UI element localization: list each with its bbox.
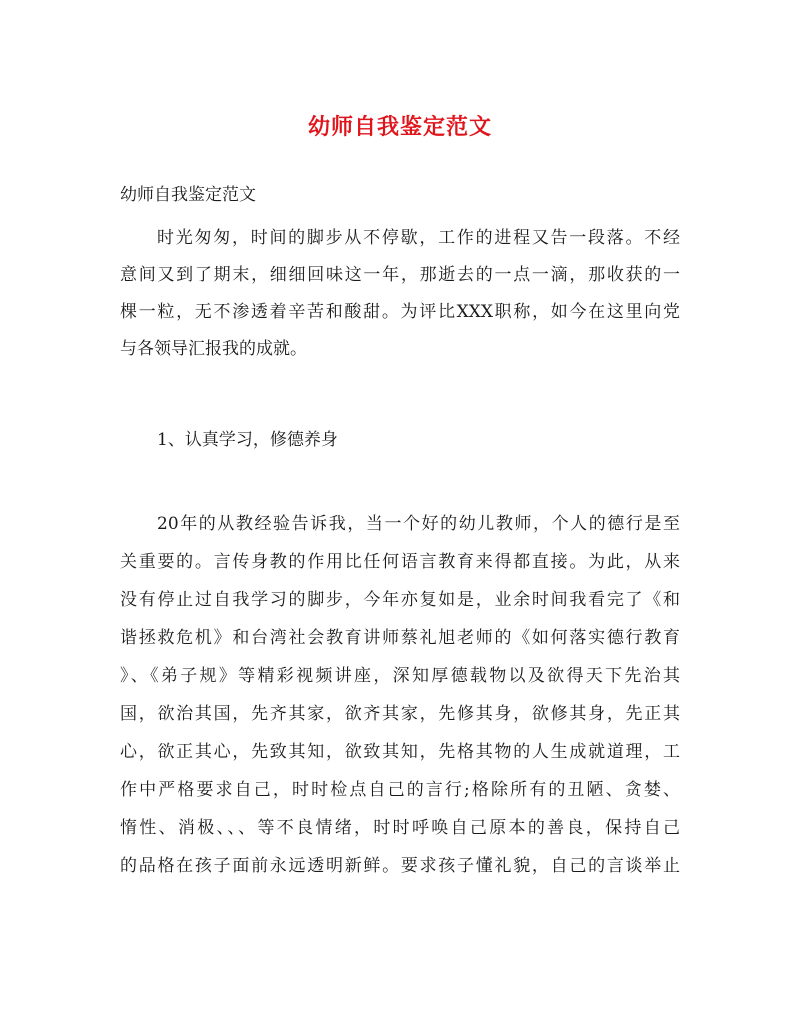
paragraph-line: 国，欲治其国，先齐其家，欲齐其家，先修其身，欲修其身，先正其 [120, 704, 680, 724]
document-title: 幼师自我鉴定范文 [307, 114, 492, 140]
paragraph-line: 与各领导汇报我的成就。 [120, 339, 307, 359]
paragraph-line: 心，欲正其心，先致其知，欲致其知，先格其物的人生成就道理，工 [120, 742, 680, 762]
paragraph-line: 的品格在孩子面前永远透明新鲜。要求孩子懂礼貌，自己的言谈举止 [120, 856, 680, 876]
paragraph-line: 时光匆匆，时间的脚步从不停歇，工作的进程又告一段落。不经 [157, 228, 680, 248]
paragraph-line: 》、《弟子规》等精彩视频讲座，深知厚德载物以及欲得天下先治其 [120, 666, 680, 686]
paragraph-line: 棵一粒，无不渗透着辛苦和酸甜。为评比XXX职称，如今在这里向党 [120, 302, 680, 322]
document-subtitle: 幼师自我鉴定范文 [120, 185, 256, 205]
paragraph-line: 关重要的。言传身教的作用比任何语言教育来得都直接。为此，从来 [120, 552, 680, 572]
paragraph-line: 作中严格要求自己，时时检点自己的言行;格除所有的丑陋、贪婪、 [120, 780, 680, 800]
section-heading: 1、认真学习，修德养身 [157, 430, 338, 450]
paragraph-line: 惰性、消极、、、等不良情绪，时时呼唤自己原本的善良，保持自己 [120, 818, 680, 838]
paragraph-line: 没有停止过自我学习的脚步，今年亦复如是，业余时间我看完了《和 [120, 590, 680, 610]
paragraph-line: 意间又到了期末，细细回味这一年，那逝去的一点一滴，那收获的一 [120, 265, 680, 285]
paragraph-line: 20年的从教经验告诉我，当一个好的幼儿教师，个人的德行是至 [157, 514, 680, 534]
paragraph-line: 谐拯救危机》和台湾社会教育讲师蔡礼旭老师的《如何落实德行教育 [120, 628, 680, 648]
